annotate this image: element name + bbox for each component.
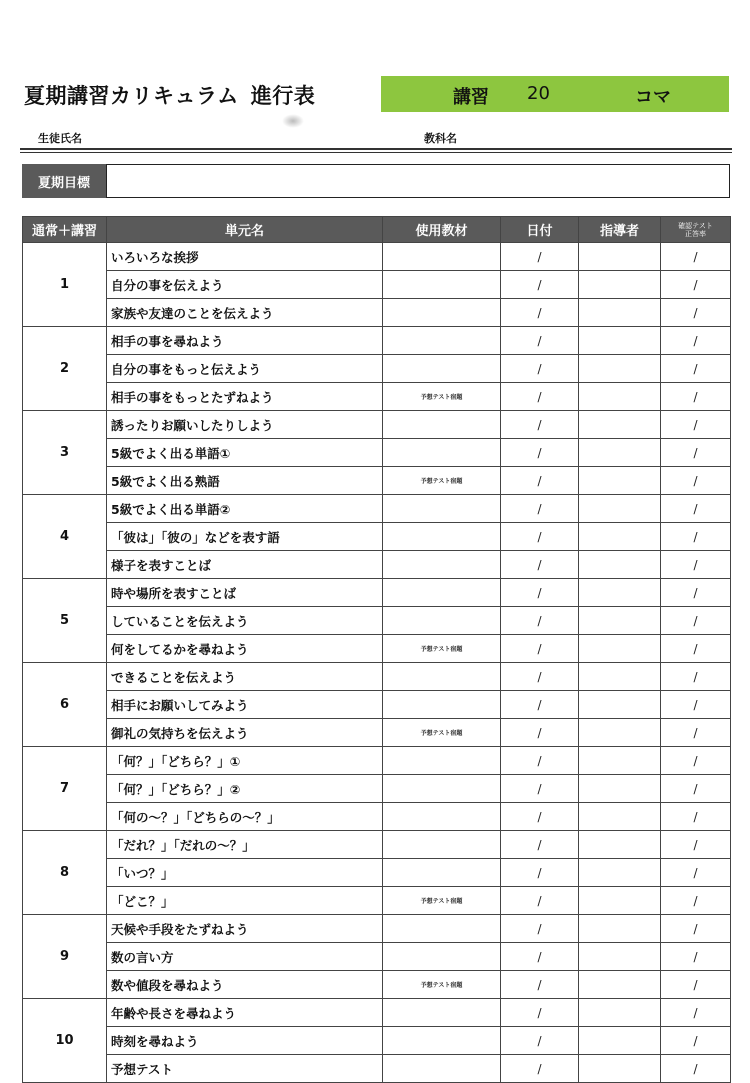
instructor-cell[interactable] — [579, 523, 661, 551]
material-cell[interactable] — [383, 299, 501, 327]
date-cell[interactable]: / — [501, 299, 579, 327]
table-row — [23, 495, 731, 523]
table-row — [23, 747, 731, 775]
table-row — [23, 607, 731, 635]
material-cell[interactable]: 予想テスト宿題 — [383, 887, 501, 915]
unit-name: 「どこ？」 — [107, 887, 383, 915]
material-cell[interactable] — [383, 915, 501, 943]
date-cell[interactable]: / — [501, 523, 579, 551]
date-cell[interactable]: / — [501, 943, 579, 971]
date-cell[interactable]: / — [501, 439, 579, 467]
material-cell[interactable] — [383, 327, 501, 355]
session-number: 1 — [23, 243, 107, 327]
table-row — [23, 355, 731, 383]
test-score-cell[interactable]: / — [661, 467, 731, 495]
session-count-banner — [381, 76, 729, 112]
instructor-cell[interactable] — [579, 411, 661, 439]
material-cell[interactable] — [383, 803, 501, 831]
instructor-cell[interactable] — [579, 999, 661, 1027]
date-cell[interactable]: / — [501, 663, 579, 691]
table-row — [23, 243, 731, 271]
date-cell[interactable]: / — [501, 579, 579, 607]
table-row — [23, 1055, 731, 1083]
session-number: 8 — [23, 831, 107, 915]
instructor-cell[interactable] — [579, 831, 661, 859]
date-cell[interactable]: / — [501, 719, 579, 747]
unit-name: 年齢や長さを尋ねよう — [107, 999, 383, 1027]
test-score-cell[interactable]: / — [661, 271, 731, 299]
date-cell[interactable]: / — [501, 383, 579, 411]
instructor-cell[interactable] — [579, 915, 661, 943]
unit-name: 「いつ？」 — [107, 859, 383, 887]
summer-goal-field[interactable] — [106, 164, 730, 198]
unit-name: 数の言い方 — [107, 943, 383, 971]
date-cell[interactable]: / — [501, 831, 579, 859]
unit-name: 「彼は」「彼の」などを表す語 — [107, 523, 383, 551]
header-divider — [20, 148, 732, 150]
instructor-cell[interactable] — [579, 859, 661, 887]
material-cell[interactable]: 予想テスト宿題 — [383, 719, 501, 747]
test-score-cell[interactable]: / — [661, 383, 731, 411]
unit-name: 予想テスト — [107, 1055, 383, 1083]
material-cell[interactable] — [383, 355, 501, 383]
unit-name: 「何の～？」「どちらの～？」 — [107, 803, 383, 831]
test-score-cell[interactable]: / — [661, 579, 731, 607]
unit-name: 相手の事を尋ねよう — [107, 327, 383, 355]
session-number: 6 — [23, 663, 107, 747]
date-cell[interactable]: / — [501, 775, 579, 803]
table-row — [23, 411, 731, 439]
date-cell[interactable]: / — [501, 243, 579, 271]
unit-name: 天候や手段をたずねよう — [107, 915, 383, 943]
unit-name: 相手の事をもっとたずねよう — [107, 383, 383, 411]
test-score-cell[interactable]: / — [661, 551, 731, 579]
instructor-cell[interactable] — [579, 1027, 661, 1055]
table-row — [23, 803, 731, 831]
test-score-cell[interactable]: / — [661, 831, 731, 859]
material-cell[interactable] — [383, 747, 501, 775]
table-row — [23, 327, 731, 355]
test-score-cell[interactable]: / — [661, 859, 731, 887]
table-row — [23, 523, 731, 551]
test-score-cell[interactable]: / — [661, 971, 731, 999]
unit-name: 家族や友達のことを伝えよう — [107, 299, 383, 327]
date-cell[interactable]: / — [501, 1055, 579, 1083]
material-cell[interactable] — [383, 411, 501, 439]
unit-name: 数や値段を尋ねよう — [107, 971, 383, 999]
test-score-cell[interactable]: / — [661, 803, 731, 831]
test-score-cell[interactable]: / — [661, 1055, 731, 1083]
table-row — [23, 439, 731, 467]
material-cell[interactable] — [383, 243, 501, 271]
banner-label: 講習 — [453, 87, 489, 108]
instructor-cell[interactable] — [579, 467, 661, 495]
test-score-cell[interactable]: / — [661, 999, 731, 1027]
material-cell[interactable]: 予想テスト宿題 — [383, 467, 501, 495]
unit-name: できることを伝えよう — [107, 663, 383, 691]
instructor-cell[interactable] — [579, 579, 661, 607]
session-number: 4 — [23, 495, 107, 579]
unit-name: 自分の事を伝えよう — [107, 271, 383, 299]
date-cell[interactable]: / — [501, 747, 579, 775]
session-number: 10 — [23, 999, 107, 1083]
unit-name: 自分の事をもっと伝えよう — [107, 355, 383, 383]
material-cell[interactable]: 予想テスト宿題 — [383, 383, 501, 411]
material-cell[interactable] — [383, 663, 501, 691]
table-row — [23, 635, 731, 663]
table-row — [23, 579, 731, 607]
session-number: 3 — [23, 411, 107, 495]
unit-name: 何をしてるかを尋ねよう — [107, 635, 383, 663]
subject-name-label: 教科名 — [424, 132, 457, 145]
unit-name: していることを伝えよう — [107, 607, 383, 635]
date-cell[interactable]: / — [501, 467, 579, 495]
unit-name: 時刻を尋ねよう — [107, 1027, 383, 1055]
test-score-cell[interactable]: / — [661, 775, 731, 803]
date-cell[interactable]: / — [501, 495, 579, 523]
material-cell[interactable] — [383, 523, 501, 551]
session-number: 5 — [23, 579, 107, 663]
material-cell[interactable] — [383, 775, 501, 803]
instructor-cell[interactable] — [579, 607, 661, 635]
date-cell[interactable]: / — [501, 859, 579, 887]
unit-name: いろいろな挨拶 — [107, 243, 383, 271]
instructor-cell[interactable] — [579, 299, 661, 327]
material-cell[interactable] — [383, 1027, 501, 1055]
date-cell[interactable]: / — [501, 803, 579, 831]
material-cell[interactable] — [383, 551, 501, 579]
col-header-date: 日付 — [501, 217, 579, 243]
instructor-cell[interactable] — [579, 243, 661, 271]
title-main: 夏期講習カリキュラム — [24, 84, 239, 108]
instructor-cell[interactable] — [579, 691, 661, 719]
col-header-instructor: 指導者 — [579, 217, 661, 243]
title-sub: 進行表 — [250, 84, 316, 108]
material-cell[interactable] — [383, 691, 501, 719]
test-score-cell[interactable]: / — [661, 495, 731, 523]
test-score-cell[interactable]: / — [661, 691, 731, 719]
material-cell[interactable] — [383, 831, 501, 859]
curriculum-body — [23, 243, 731, 1083]
test-score-cell[interactable]: / — [661, 243, 731, 271]
table-row — [23, 887, 731, 915]
test-score-cell[interactable]: / — [661, 411, 731, 439]
session-number: 9 — [23, 915, 107, 999]
material-cell[interactable]: 予想テスト宿題 — [383, 971, 501, 999]
table-row — [23, 383, 731, 411]
date-cell[interactable]: / — [501, 355, 579, 383]
test-score-cell[interactable]: / — [661, 635, 731, 663]
table-row — [23, 943, 731, 971]
test-score-cell[interactable]: / — [661, 1027, 731, 1055]
unit-name: 誘ったりお願いしたりしよう — [107, 411, 383, 439]
date-cell[interactable]: / — [501, 999, 579, 1027]
scan-smudge — [282, 114, 304, 128]
instructor-cell[interactable] — [579, 943, 661, 971]
instructor-cell[interactable] — [579, 971, 661, 999]
table-header-row — [23, 217, 731, 243]
date-cell[interactable]: / — [501, 887, 579, 915]
unit-name: 相手にお願いしてみよう — [107, 691, 383, 719]
date-cell[interactable]: / — [501, 1027, 579, 1055]
instructor-cell[interactable] — [579, 803, 661, 831]
table-row — [23, 299, 731, 327]
table-row — [23, 775, 731, 803]
material-cell[interactable] — [383, 439, 501, 467]
banner-count: 20 — [527, 83, 550, 104]
unit-name: 「何？」「どちら？」② — [107, 775, 383, 803]
date-cell[interactable]: / — [501, 691, 579, 719]
table-row — [23, 999, 731, 1027]
instructor-cell[interactable] — [579, 635, 661, 663]
test-score-cell[interactable]: / — [661, 439, 731, 467]
date-cell[interactable]: / — [501, 915, 579, 943]
date-cell[interactable]: / — [501, 327, 579, 355]
instructor-cell[interactable] — [579, 887, 661, 915]
date-cell[interactable]: / — [501, 271, 579, 299]
unit-name: 時や場所を表すことば — [107, 579, 383, 607]
test-score-cell[interactable]: / — [661, 327, 731, 355]
instructor-cell[interactable] — [579, 551, 661, 579]
instructor-cell[interactable] — [579, 271, 661, 299]
table-row — [23, 663, 731, 691]
test-score-cell[interactable]: / — [661, 355, 731, 383]
instructor-cell[interactable] — [579, 775, 661, 803]
material-cell[interactable] — [383, 1055, 501, 1083]
unit-name: 「だれ？」「だれの～？」 — [107, 831, 383, 859]
instructor-cell[interactable] — [579, 747, 661, 775]
date-cell[interactable]: / — [501, 635, 579, 663]
table-row — [23, 691, 731, 719]
unit-name: 5級でよく出る単語① — [107, 439, 383, 467]
col-header-test-line2: 正答率 — [685, 229, 706, 238]
col-header-session: 通常＋講習 — [23, 217, 107, 243]
test-score-cell[interactable]: / — [661, 747, 731, 775]
unit-name: 様子を表すことば — [107, 551, 383, 579]
material-cell[interactable]: 予想テスト宿題 — [383, 635, 501, 663]
session-number: 7 — [23, 747, 107, 831]
header-divider-thin — [20, 152, 732, 153]
material-cell[interactable] — [383, 495, 501, 523]
page-title — [24, 80, 315, 110]
instructor-cell[interactable] — [579, 383, 661, 411]
summer-goal-label: 夏期目標 — [22, 164, 106, 198]
instructor-cell[interactable] — [579, 355, 661, 383]
material-cell[interactable] — [383, 607, 501, 635]
material-cell[interactable] — [383, 271, 501, 299]
table-row — [23, 859, 731, 887]
unit-name: 御礼の気持ちを伝えよう — [107, 719, 383, 747]
test-score-cell[interactable]: / — [661, 299, 731, 327]
table-row — [23, 1027, 731, 1055]
test-score-cell[interactable]: / — [661, 607, 731, 635]
unit-name: 5級でよく出る熟語 — [107, 467, 383, 495]
session-number: 2 — [23, 327, 107, 411]
col-header-material: 使用教材 — [383, 217, 501, 243]
test-score-cell[interactable]: / — [661, 943, 731, 971]
test-score-cell[interactable]: / — [661, 887, 731, 915]
test-score-cell[interactable]: / — [661, 915, 731, 943]
unit-name: 5級でよく出る単語② — [107, 495, 383, 523]
table-row — [23, 719, 731, 747]
table-row — [23, 467, 731, 495]
curriculum-table — [22, 216, 731, 1083]
test-score-cell[interactable]: / — [661, 523, 731, 551]
date-cell[interactable]: / — [501, 411, 579, 439]
table-row — [23, 831, 731, 859]
test-score-cell[interactable]: / — [661, 663, 731, 691]
material-cell[interactable] — [383, 579, 501, 607]
date-cell[interactable]: / — [501, 607, 579, 635]
instructor-cell[interactable] — [579, 327, 661, 355]
table-row — [23, 551, 731, 579]
col-header-unit: 単元名 — [107, 217, 383, 243]
table-row — [23, 915, 731, 943]
test-score-cell[interactable]: / — [661, 719, 731, 747]
instructor-cell[interactable] — [579, 663, 661, 691]
student-name-label: 生徒氏名 — [38, 132, 82, 145]
material-cell[interactable] — [383, 999, 501, 1027]
unit-name: 「何？」「どちら？」① — [107, 747, 383, 775]
instructor-cell[interactable] — [579, 1055, 661, 1083]
instructor-cell[interactable] — [579, 439, 661, 467]
instructor-cell[interactable] — [579, 719, 661, 747]
instructor-cell[interactable] — [579, 495, 661, 523]
banner-unit: コマ — [635, 87, 671, 108]
table-row — [23, 971, 731, 999]
col-header-test-line1: 確認テスト — [678, 221, 713, 230]
material-cell[interactable] — [383, 859, 501, 887]
col-header-test-score — [661, 217, 731, 243]
date-cell[interactable]: / — [501, 551, 579, 579]
date-cell[interactable]: / — [501, 971, 579, 999]
material-cell[interactable] — [383, 943, 501, 971]
table-row — [23, 271, 731, 299]
